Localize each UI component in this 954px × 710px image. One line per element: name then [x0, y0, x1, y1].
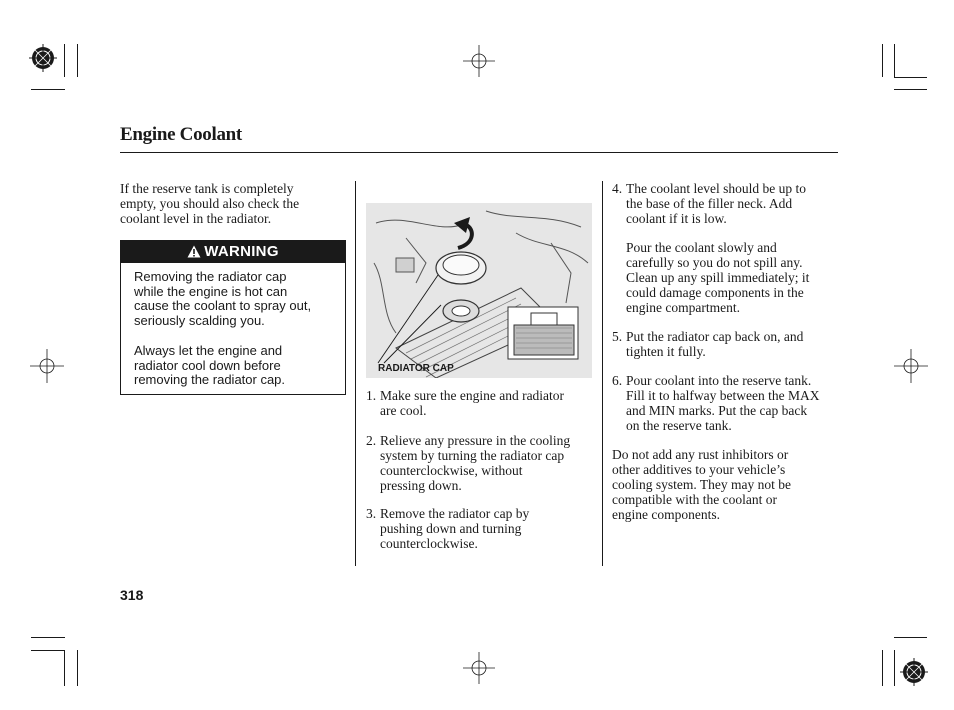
text-line: pressing down. — [380, 478, 462, 493]
text-line: Make sure the engine and radiator — [380, 388, 565, 403]
text-line: are cool. — [380, 403, 427, 418]
text-line: system by turning the radiator cap — [380, 448, 565, 463]
illustration-caption: RADIATOR CAP — [378, 363, 454, 374]
text-line: tighten it fully. — [626, 344, 706, 359]
text-line: empty, you should also check the — [120, 196, 300, 211]
text-line: on the reserve tank. — [626, 418, 732, 433]
crosshair-icon — [894, 349, 928, 383]
text-line: pushing down and turning — [380, 521, 522, 536]
text-line: and MIN marks. Put the cap back — [626, 403, 808, 418]
text-line: radiator cool down before — [134, 357, 281, 373]
section-title: Engine Coolant — [120, 124, 242, 145]
text-line: Pour coolant into the reserve tank. — [626, 373, 812, 388]
text-line: counterclockwise. — [380, 536, 478, 551]
text-line: removing the radiator cap. — [134, 372, 286, 388]
text-line: The coolant level should be up to — [626, 181, 806, 196]
text-line: Do not add any rust inhibitors or — [612, 447, 789, 462]
warning-label: WARNING — [204, 243, 279, 260]
text-line: could damage components in the — [626, 285, 804, 300]
warning-paragraph — [134, 270, 339, 328]
text-line: Pour the coolant slowly and — [626, 240, 777, 255]
engine-bay-drawing — [366, 203, 592, 378]
step-number: 6. — [612, 373, 623, 388]
text-line: Fill it to halfway between the MAX — [626, 388, 820, 403]
text-line: Always let the engine and — [134, 343, 283, 358]
column-divider — [602, 181, 603, 566]
text-line: engine components. — [612, 507, 720, 522]
step-number: 5. — [612, 329, 623, 344]
text-line: counterclockwise, without — [380, 463, 523, 478]
text-line: while the engine is hot can — [134, 283, 288, 299]
page-number: 318 — [120, 587, 144, 603]
text-line: cooling system. They may not be — [612, 477, 791, 492]
warning-paragraph — [134, 344, 339, 388]
registration-target-icon — [898, 656, 930, 688]
intro-paragraph — [120, 181, 345, 226]
text-line: coolant if it is low. — [626, 211, 727, 226]
step-number: 2. — [366, 433, 377, 448]
text-line: Removing the radiator cap — [134, 269, 287, 284]
closing-note — [612, 447, 844, 522]
step-number: 4. — [612, 181, 623, 196]
warning-box — [120, 240, 346, 395]
text-line: coolant level in the radiator. — [120, 211, 272, 226]
text-line: compatible with the coolant or — [612, 492, 777, 507]
step-number: 1. — [366, 388, 377, 403]
registration-target-icon — [27, 42, 59, 74]
text-line: If the reserve tank is completely — [120, 181, 294, 196]
text-line: other additives to your vehicle’s — [612, 462, 786, 477]
title-divider — [120, 152, 838, 153]
text-line: Put the radiator cap back on, and — [626, 329, 804, 344]
text-line: engine compartment. — [626, 300, 740, 315]
step-number: 3. — [366, 506, 377, 521]
column-divider — [355, 181, 356, 566]
text-line: carefully so you do not spill any. — [626, 255, 803, 270]
text-line: the base of the filler neck. Add — [626, 196, 793, 211]
text-line: seriously scalding you. — [134, 312, 265, 328]
warning-header — [121, 241, 345, 263]
radiator-cap-illustration — [366, 203, 592, 378]
text-line: Relieve any pressure in the cooling — [380, 433, 571, 448]
crosshair-icon — [463, 652, 495, 684]
text-line: Clean up any spill immediately; it — [626, 270, 810, 285]
text-line: cause the coolant to spray out, — [134, 298, 312, 314]
crosshair-icon — [30, 349, 64, 383]
crosshair-icon — [463, 45, 495, 77]
text-line: Remove the radiator cap by — [380, 506, 530, 521]
warning-triangle-icon — [187, 245, 201, 258]
